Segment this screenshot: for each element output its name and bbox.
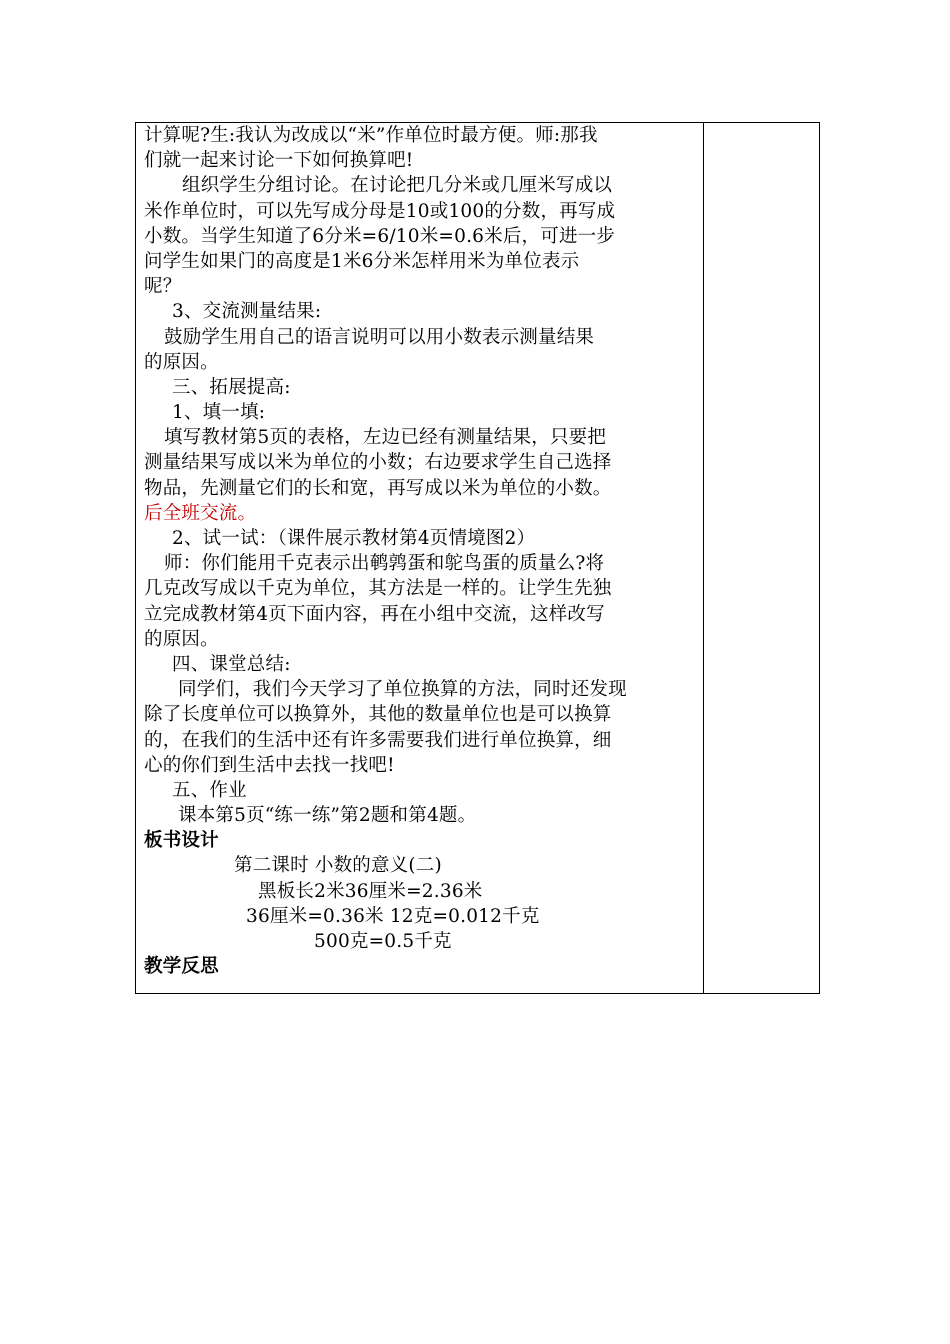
text-line: 同学们，我们今天学习了单位换算的方法，同时还发现 xyxy=(178,679,627,701)
text-line: 填写教材第5页的表格，左边已经有测量结果，只要把 xyxy=(164,427,607,449)
text-line: 问学生如果门的高度是1米6分米怎样用米为单位表示 xyxy=(144,250,580,272)
text-line: 计算呢?生:我认为改成以“米”作单位时最方便。师:那我 xyxy=(144,125,598,146)
text-line: 物品，先测量它们的长和宽，再写成以米为单位的小数。 xyxy=(144,477,612,499)
text-line: 立完成教材第4页下面内容，再在小组中交流，这样改写 xyxy=(144,603,605,625)
text-line: 3、交流测量结果: xyxy=(172,301,322,323)
text-line: 们就一起来讨论一下如何换算吧! xyxy=(144,150,414,172)
text-line: 呢？ xyxy=(144,276,182,298)
text-line: 黑板长2米36厘米=2.36米 xyxy=(258,880,483,902)
text-line: 的，在我们的生活中还有许多需要我们进行单位换算，细 xyxy=(144,729,612,751)
text-line: 四、课堂总结: xyxy=(172,653,291,675)
text-line: 三、拓展提高: xyxy=(172,376,291,398)
text-line: 几克改写成以千克为单位，其方法是一样的。让学生先独 xyxy=(144,578,612,600)
lesson-content-cell xyxy=(144,123,696,979)
text-line: 的原因。 xyxy=(144,628,219,650)
text-line: 五、作业 xyxy=(172,779,247,801)
text-line: 测量结果写成以米为单位的小数；右边要求学生自己选择 xyxy=(144,452,612,474)
text-line: 后全班交流。 xyxy=(144,502,257,524)
text-line: 36厘米=0.36米 12克=0.012千克 xyxy=(246,905,540,927)
section-heading: 教学反思 xyxy=(144,956,219,978)
text-line: 1、填一填: xyxy=(172,402,266,424)
text-line: 小数。当学生知道了6分米=6/10米=0.6米后，可进一步 xyxy=(144,225,616,247)
text-line: 课本第5页“练一练”第2题和第4题。 xyxy=(178,805,477,827)
text-line: 心的你们到生活中去找一找吧! xyxy=(144,754,395,776)
section-heading: 板书设计 xyxy=(144,830,219,852)
text-line: 除了长度单位可以换算外，其他的数量单位也是可以换算 xyxy=(144,704,612,726)
text-line: 米作单位时，可以先写成分母是10或100的分数，再写成 xyxy=(144,200,616,222)
text-line: 500克=0.5千克 xyxy=(314,931,452,952)
text-line: 2、试一试：（课件展示教材第4页情境图2） xyxy=(172,528,536,549)
notes-cell xyxy=(704,123,819,993)
text-line: 鼓励学生用自己的语言说明可以用小数表示测量结果 xyxy=(164,326,595,348)
text-line: 的原因。 xyxy=(144,351,219,373)
text-line: 第二课时 小数的意义(二) xyxy=(234,855,442,877)
text-line: 组织学生分组讨论。在讨论把几分米或几厘米写成以 xyxy=(182,175,613,197)
lesson-table xyxy=(135,122,820,994)
text-line: 师：你们能用千克表示出鹌鹑蛋和鸵鸟蛋的质量么?将 xyxy=(164,553,605,575)
